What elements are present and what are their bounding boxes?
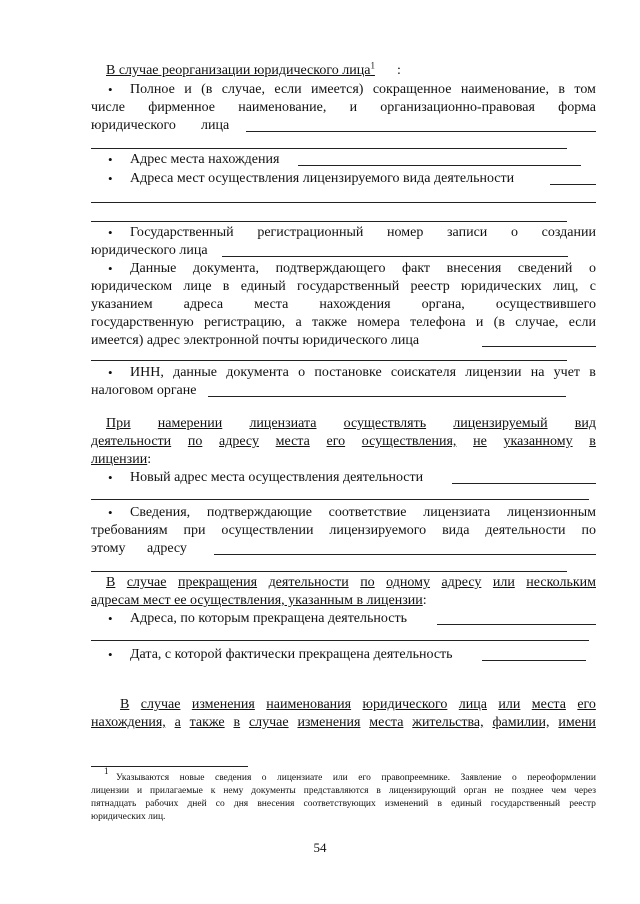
word: а: [174, 715, 181, 730]
footnote-line: [116, 772, 596, 784]
word: или: [332, 773, 348, 783]
text-line: Адреса, по которым прекращена деятельность: [130, 611, 407, 626]
word: и: [475, 315, 484, 330]
word: юридическом: [91, 279, 173, 294]
word: лицензирующий: [388, 786, 456, 796]
justified-line: [91, 99, 596, 117]
word: документа,: [192, 261, 260, 276]
word: адреса: [183, 297, 224, 312]
bullet-icon: •: [108, 647, 113, 662]
bullet-icon: •: [108, 82, 113, 97]
fill-line: [222, 256, 568, 257]
word: о: [512, 773, 517, 783]
word: единый: [451, 799, 482, 809]
word: его: [577, 697, 596, 712]
word: или: [492, 575, 515, 590]
word: по: [581, 523, 596, 538]
fill-line: [91, 571, 567, 572]
fill-line: [91, 221, 567, 222]
word: (в: [493, 315, 505, 330]
word: переоформлении: [527, 773, 596, 783]
word: данные: [173, 365, 218, 380]
word: лицензии: [465, 365, 522, 380]
word: При: [106, 416, 131, 431]
word: (в: [201, 82, 213, 97]
word: при: [183, 523, 206, 538]
word: юридического: [362, 697, 448, 712]
word: подтверждающего: [275, 261, 386, 276]
word: адресу: [219, 434, 259, 449]
word: на: [530, 365, 545, 380]
word: пятнадцать: [91, 799, 137, 809]
justified-line: [91, 296, 596, 314]
word: изменения: [297, 715, 361, 730]
word: лиц,: [552, 279, 579, 294]
word: также: [311, 315, 347, 330]
word: юридических: [461, 279, 542, 294]
word: в: [376, 786, 381, 796]
justified-line: [130, 504, 596, 522]
word: регистрацию,: [204, 315, 286, 330]
text-line: этому: [91, 541, 126, 556]
word: осуществления,: [361, 434, 457, 449]
section1-heading: В случае реорганизации юридического лица$^1$: [106, 60, 375, 78]
text-line: адресу: [147, 541, 187, 556]
word: телефона: [410, 315, 466, 330]
word: требованиям: [91, 523, 168, 538]
word: единый: [240, 279, 286, 294]
bullet-icon: •: [108, 611, 113, 626]
word: сведения: [214, 773, 252, 783]
word: создании: [541, 225, 596, 240]
word: случае,: [221, 82, 265, 97]
word: подтверждающие: [206, 505, 312, 520]
word: реестр: [410, 279, 450, 294]
fill-line: [452, 483, 596, 484]
word: места: [369, 715, 404, 730]
word: наименование,: [238, 100, 327, 115]
text-line: Адреса мест осуществления лицензируемого вида деятельности: [130, 171, 515, 186]
word: Сведения,: [130, 505, 191, 520]
section4-line: [120, 696, 596, 714]
word: нескольким: [526, 575, 596, 590]
word: осуществлять: [343, 416, 427, 431]
fill-line: [437, 624, 596, 625]
text-line: Новый адрес места осуществления деятельности: [130, 470, 424, 485]
page-number: 54: [313, 840, 327, 855]
word: реестр: [569, 799, 596, 809]
word: Заявление: [460, 773, 502, 783]
fill-line: [91, 640, 589, 641]
word: к: [210, 786, 216, 796]
word: о: [261, 773, 267, 783]
word: учет: [553, 365, 581, 380]
word: В: [120, 697, 130, 712]
word: случае: [140, 697, 181, 712]
fill-line: [214, 554, 596, 555]
word: случае,: [515, 315, 559, 330]
word: ИНН,: [130, 365, 164, 380]
section2-heading-line: [106, 415, 596, 433]
word: в: [589, 365, 596, 380]
bullet-icon: •: [108, 470, 113, 485]
word: осуществлении: [221, 523, 314, 538]
text-line: имеется) адрес электронной почты юридического лица: [91, 333, 420, 348]
word: номера: [357, 315, 400, 330]
word: лицензируемого: [329, 523, 427, 538]
word: и: [137, 786, 143, 796]
bullet-icon: •: [108, 261, 113, 276]
text-line: юридического: [91, 118, 176, 133]
justified-line: [91, 314, 596, 332]
word: в: [233, 715, 241, 730]
footnote-line: [91, 798, 596, 810]
section3-heading-end: адресам мест ее осуществления, указанным в лицензии:: [91, 593, 427, 608]
word: через: [574, 786, 596, 796]
fill-line: [91, 202, 596, 203]
word: по: [187, 434, 203, 449]
word: адресу: [441, 575, 482, 590]
word: фирменное: [148, 100, 215, 115]
word: сокращенное: [372, 82, 452, 97]
word: случае: [126, 575, 167, 590]
word: числе: [91, 100, 125, 115]
word: документы: [251, 786, 296, 796]
word: в: [437, 799, 442, 809]
fill-line: [298, 165, 581, 166]
word: и: [184, 82, 192, 97]
word: о: [298, 365, 306, 380]
word: с: [589, 279, 596, 294]
word: чем: [551, 786, 567, 796]
bullet-icon: •: [108, 505, 113, 520]
word: вида: [442, 523, 470, 538]
word: указанному: [503, 434, 573, 449]
word: том: [574, 82, 596, 97]
section3-heading-line: [106, 574, 596, 592]
word: лицензиата: [249, 416, 317, 431]
word: места: [275, 434, 310, 449]
word: если: [568, 315, 596, 330]
word: в: [589, 434, 596, 449]
word: форма: [558, 100, 596, 115]
word: представляются: [303, 786, 369, 796]
word: наименование,: [460, 82, 549, 97]
text-line: лица: [201, 118, 230, 133]
justified-line: [130, 364, 596, 382]
justified-line: [130, 224, 596, 242]
word: указанием: [91, 297, 153, 312]
word: деятельности: [485, 523, 566, 538]
section2-heading-end: лицензии:: [91, 452, 152, 467]
footnote-separator: [91, 766, 248, 767]
word: лица: [458, 697, 487, 712]
word: изменений: [384, 799, 429, 809]
fill-line: [91, 148, 567, 149]
word: не: [473, 434, 487, 449]
word: прекращения: [177, 575, 258, 590]
word: лицензии: [91, 786, 130, 796]
word: лицензируемый: [453, 416, 548, 431]
footnote-mark: 1: [104, 765, 109, 776]
word: вид: [574, 416, 596, 431]
fill-line: [208, 396, 566, 397]
word: документа: [226, 365, 289, 380]
fill-line: [482, 660, 586, 661]
word: соискателя: [390, 365, 457, 380]
bullet-icon: •: [108, 152, 113, 167]
word: номер: [387, 225, 424, 240]
word: в: [558, 82, 565, 97]
footnote-line: юридических лиц.: [91, 812, 166, 822]
word: если: [274, 82, 302, 97]
word: постановке: [314, 365, 382, 380]
word: внесения: [446, 261, 502, 276]
word: а: [295, 315, 302, 330]
word: регистрационный: [257, 225, 364, 240]
text-line: налоговом органе: [91, 383, 197, 398]
word: сведений: [517, 261, 573, 276]
word: со: [215, 799, 225, 809]
bullet-icon: •: [108, 225, 113, 240]
word: новые: [179, 773, 205, 783]
word: внесения: [257, 799, 295, 809]
fill-line: [246, 131, 596, 132]
word: его: [358, 773, 371, 783]
word: его: [326, 434, 346, 449]
text-line: юридического лица: [91, 243, 208, 258]
fill-line: [91, 360, 567, 361]
word: намерении: [157, 416, 223, 431]
word: о: [588, 261, 596, 276]
word: жительства,: [412, 715, 484, 730]
justified-line: [91, 522, 596, 540]
word: также: [189, 715, 225, 730]
word: лице: [183, 279, 212, 294]
word: изменения: [191, 697, 255, 712]
bullet-icon: •: [108, 365, 113, 380]
word: или: [498, 697, 521, 712]
word: фамилии,: [492, 715, 550, 730]
text-line: Адрес места нахождения: [130, 152, 280, 167]
word: факт: [402, 261, 431, 276]
word: о: [510, 225, 518, 240]
word: государственную: [91, 315, 194, 330]
word: осуществившего: [495, 297, 596, 312]
word: орган: [463, 786, 487, 796]
justified-line: [130, 260, 596, 278]
word: записи: [447, 225, 488, 240]
section1-heading-colon: :: [397, 63, 401, 78]
word: по: [360, 575, 375, 590]
word: имеется): [311, 82, 364, 97]
word: позднее: [511, 786, 544, 796]
word: не: [494, 786, 504, 796]
fill-line: [482, 346, 596, 347]
word: соответствие: [328, 505, 407, 520]
word: случае: [248, 715, 289, 730]
word: государственный: [490, 799, 561, 809]
word: деятельности: [268, 575, 349, 590]
word: Данные: [130, 261, 177, 276]
word: нахождения,: [91, 715, 166, 730]
justified-line: [91, 278, 596, 296]
word: в: [222, 279, 230, 294]
word: Государственный: [130, 225, 234, 240]
word: соответствующих: [303, 799, 376, 809]
fill-line: [91, 499, 589, 500]
section2-heading-line: [91, 433, 596, 451]
word: дней: [187, 799, 207, 809]
bullet-icon: •: [108, 171, 113, 186]
footnote-line: [91, 785, 596, 797]
word: нему: [223, 786, 244, 796]
justified-line: [130, 81, 596, 99]
word: деятельности: [91, 434, 172, 449]
word: дня: [233, 799, 249, 809]
text-line: Дата, с которой фактически прекращена деятельность: [130, 647, 453, 662]
word: органа,: [421, 297, 465, 312]
word: Указываются: [116, 773, 170, 783]
word: наименования: [266, 697, 352, 712]
word: одному: [386, 575, 430, 590]
word: государственный: [297, 279, 400, 294]
word: лицензиате: [277, 773, 323, 783]
word: В: [106, 575, 116, 590]
word: лицензиата: [423, 505, 491, 520]
word: прилагаемые: [150, 786, 203, 796]
word: места: [531, 697, 566, 712]
word: и: [349, 100, 358, 115]
word: места: [254, 297, 289, 312]
word: лицензионным: [507, 505, 596, 520]
word: имени: [558, 715, 596, 730]
word: рабочих: [145, 799, 179, 809]
word: Полное: [130, 82, 175, 97]
word: организационно-правовая: [380, 100, 535, 115]
fill-line: [550, 184, 596, 185]
word: нахождения: [319, 297, 391, 312]
section4-line: [91, 714, 596, 732]
word: правопреемнике.: [381, 773, 450, 783]
